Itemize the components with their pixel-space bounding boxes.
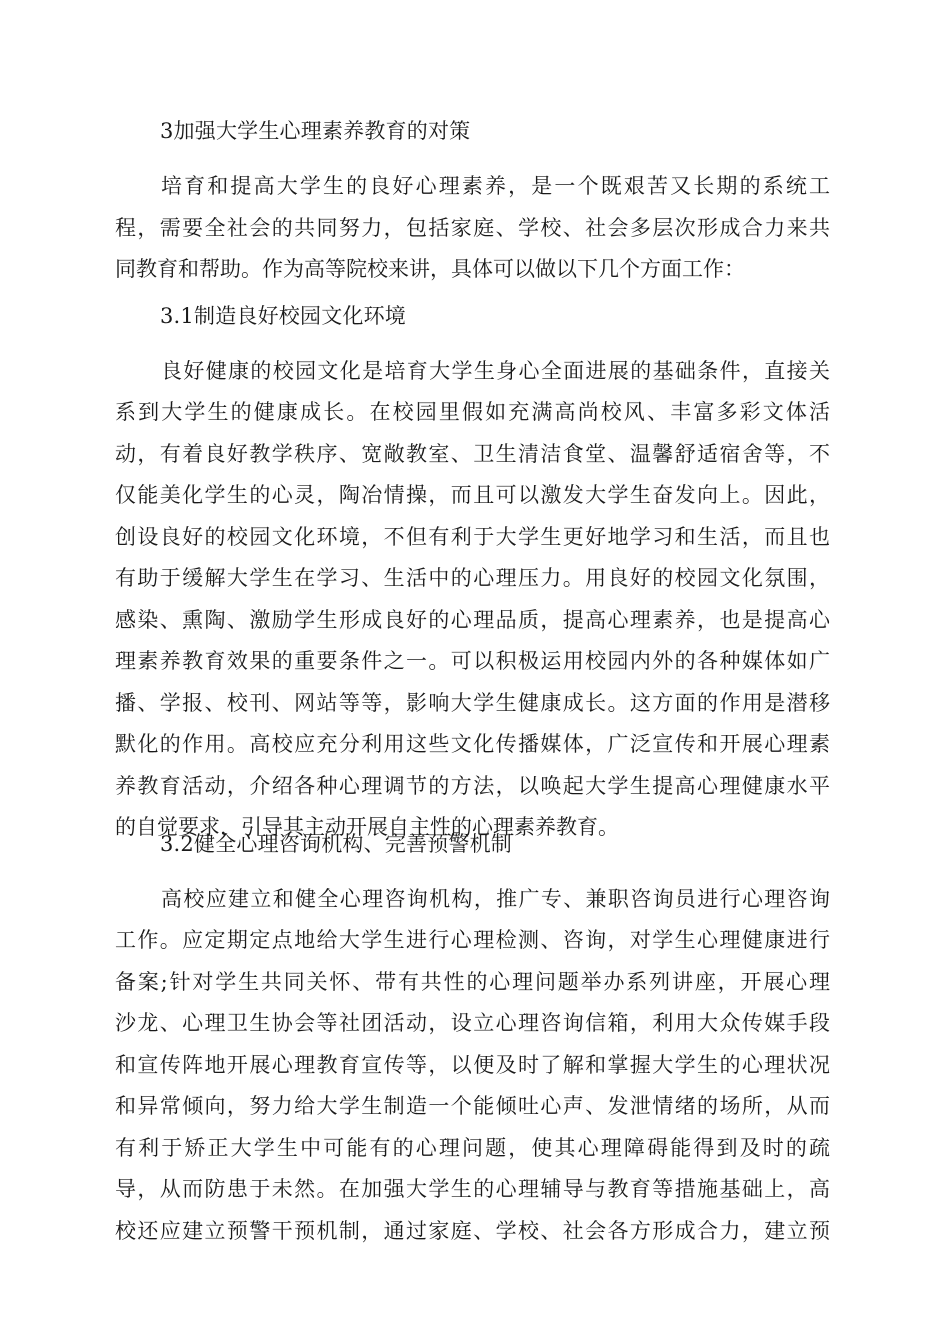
paragraph-line: 导，从而防患于未然。在加强大学生的心理辅导与教育等措施基础上，高 <box>115 1177 830 1201</box>
paragraph-line: 沙龙、心理卫生协会等社团活动，设立心理咨询信箱，利用大众传媒手段 <box>115 1011 830 1035</box>
paragraph-line: 系到大学生的健康成长。在校园里假如充满高尚校风、丰富多彩文体活 <box>115 400 830 424</box>
paragraph-line: 感染、熏陶、激励学生形成良好的心理品质，提高心理素养，也是提高心 <box>115 608 830 632</box>
intro-line: 程，需要全社会的共同努力，包括家庭、学校、社会多层次形成合力来共 <box>115 216 830 240</box>
intro-line: 同教育和帮助。作为高等院校来讲，具体可以做以下几个方面工作： <box>115 257 745 281</box>
paragraph-line: 播、学报、校刊、网站等等，影响大学生健康成长。这方面的作用是潜移 <box>115 691 830 715</box>
paragraph-line: 校还应建立预警干预机制，通过家庭、学校、社会各方形成合力，建立预 <box>115 1219 830 1243</box>
paragraph-line: 高校应建立和健全心理咨询机构，推广专、兼职咨询员进行心理咨询 <box>161 887 830 911</box>
section-3-2-title: 3.2健全心理咨询机构、完善预警机制 <box>160 832 512 856</box>
paragraph-line: 动，有着良好教学秩序、宽敞教室、卫生清洁食堂、温馨舒适宿舍等，不 <box>115 442 830 466</box>
section-3-1-title: 3.1制造良好校园文化环境 <box>160 304 406 328</box>
paragraph-line: 备案;针对学生共同关怀、带有共性的心理问题举办系列讲座，开展心理 <box>115 970 830 994</box>
paragraph-line: 有利于矫正大学生中可能有的心理问题，使其心理障碍能得到及时的疏 <box>115 1136 830 1160</box>
section-3-title: 3加强大学生心理素养教育的对策 <box>160 119 471 143</box>
paragraph-line: 和异常倾向，努力给大学生制造一个能倾吐心声、发泄情绪的场所，从而 <box>115 1094 830 1118</box>
paragraph-line: 默化的作用。高校应充分利用这些文化传播媒体，广泛宣传和开展心理素 <box>115 732 830 756</box>
paragraph-line: 良好健康的校园文化是培育大学生身心全面进展的基础条件，直接关 <box>161 359 830 383</box>
paragraph-line: 工作。应定期定点地给大学生进行心理检测、咨询，对学生心理健康进行 <box>115 928 830 952</box>
intro-line: 培育和提高大学生的良好心理素养，是一个既艰苦又长期的系统工 <box>161 174 830 198</box>
paragraph-line: 的自觉要求，引导其主动开展自主性的心理素养教育。 <box>115 815 619 839</box>
paragraph-line: 创设良好的校园文化环境，不但有利于大学生更好地学习和生活，而且也 <box>115 525 830 549</box>
paragraph-line: 有助于缓解大学生在学习、生活中的心理压力。用良好的校园文化氛围， <box>115 566 830 590</box>
paragraph-line: 理素养教育效果的重要条件之一。可以积极运用校园内外的各种媒体如广 <box>115 649 830 673</box>
paragraph-line: 养教育活动，介绍各种心理调节的方法，以唤起大学生提高心理健康水平 <box>115 774 830 798</box>
paragraph-line: 仅能美化学生的心灵，陶冶情操，而且可以激发大学生奋发向上。因此， <box>115 483 830 507</box>
paragraph-line: 和宣传阵地开展心理教育宣传等，以便及时了解和掌握大学生的心理状况 <box>115 1053 830 1077</box>
